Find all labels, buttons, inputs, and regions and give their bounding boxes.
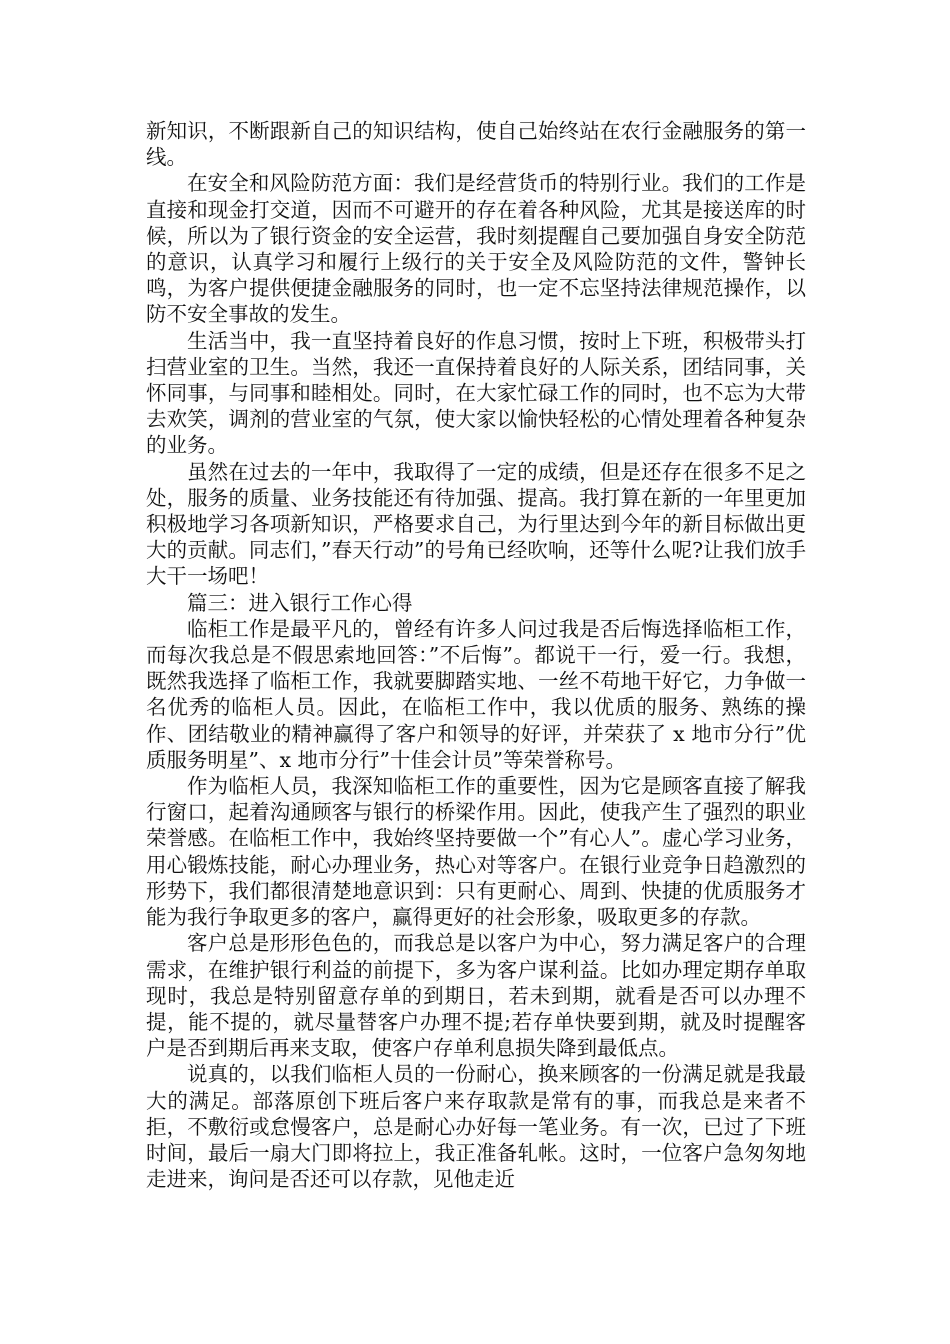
paragraph-1: 新知识，不断跟新自己的知识结构，使自己始终站在农行金融服务的第一线。 (146, 119, 806, 170)
paragraph-summary: 虽然在过去的一年中，我取得了一定的成绩，但是还存在很多不足之处，服务的质量、业务技能还有待加强、提高。我打算在新的一年里更加积极地学习各项新知识，严格要求自己，为行里达到今年的新目标做出更大的贡献。同志们，”春天行动”的号角已经吹响，还等什么呢?让我们放手大干一场吧！ (146, 459, 806, 589)
paragraph-counter-work: 临柜工作是最平凡的，曾经有许多人问过我是否后悔选择临柜工作，而每次我总是不假思索地回答：”不后悔”。都说干一行，爱一行。我想，既然我选择了临柜工作，我就要脚踏实地、一丝不苟地干好它，力争做一名优秀的临柜人员。因此，在临柜工作中，我以优质的服务、熟练的操作、团结敬业的精神赢得了客户和领导的好评，并荣获了 x 地市分行”优质服务明星”、x 地市分行”十佳会计员”等荣誉称号。 (146, 616, 806, 772)
paragraph-patience: 说真的，以我们临柜人员的一份耐心，换来顾客的一份满足就是我最大的满足。部落原创下班后客户来存取款是常有的事，而我总是来者不拒，不敷衍或怠慢客户，总是耐心办好每一笔业务。有一次，已过了下班时间，最后一扇大门即将拉上，我正准备轧帐。这时，一位客户急匆匆地走进来，询问是否还可以存款，见他走近 (146, 1062, 806, 1192)
paragraph-security: 在安全和风险防范方面：我们是经营货币的特别行业。我们的工作是直接和现金打交道，因而不可避开的存在着各种风险，尤其是接送库的时候，所以为了银行资金的安全运营，我时刻提醒自己要加强自身安全防范的意识，认真学习和履行上级行的关于安全及风险防范的文件，警钟长鸣，为客户提供便捷金融服务的同时，也一定不忘坚持法律规范操作，以防不安全事故的发生。 (146, 171, 806, 327)
document-body (146, 118, 806, 1192)
paragraph-counter-role: 作为临柜人员，我深知临柜工作的重要性，因为它是顾客直接了解我行窗口，起着沟通顾客与银行的桥梁作用。因此，使我产生了强烈的职业荣誉感。在临柜工作中，我始终坚持要做一个”有心人”。虚心学习业务，用心锻炼技能，耐心办理业务，热心对等客户。在银行业竞争日趋激烈的形势下，我们都很清楚地意识到：只有更耐心、周到、快捷的优质服务才能为我行争取更多的客户，赢得更好的社会形象，吸取更多的存款。 (146, 774, 806, 930)
section-heading: 篇三：进入银行工作心得 (187, 590, 413, 615)
paragraph-customers: 客户总是形形色色的，而我总是以客户为中心，努力满足客户的合理需求，在维护银行利益的前提下，多为客户谋利益。比如办理定期存单取现时，我总是特别留意存单的到期日，若未到期，就看是否可以办理不提，能不提的，就尽量替客户办理不提;若存单快要到期，就及时提醒客户是否到期后再来支取，使客户存单利息损失降到最低点。 (146, 931, 806, 1061)
paragraph-life: 生活当中，我一直坚持着良好的作息习惯，按时上下班，积极带头打扫营业室的卫生。当然，我还一直保持着良好的人际关系，团结同事，关怀同事，与同事和睦相处。同时，在大家忙碌工作的同时，也不忘为大带去欢笑，调剂的营业室的气氛，使大家以愉快轻松的心情处理着各种复杂的业务。 (146, 328, 806, 458)
